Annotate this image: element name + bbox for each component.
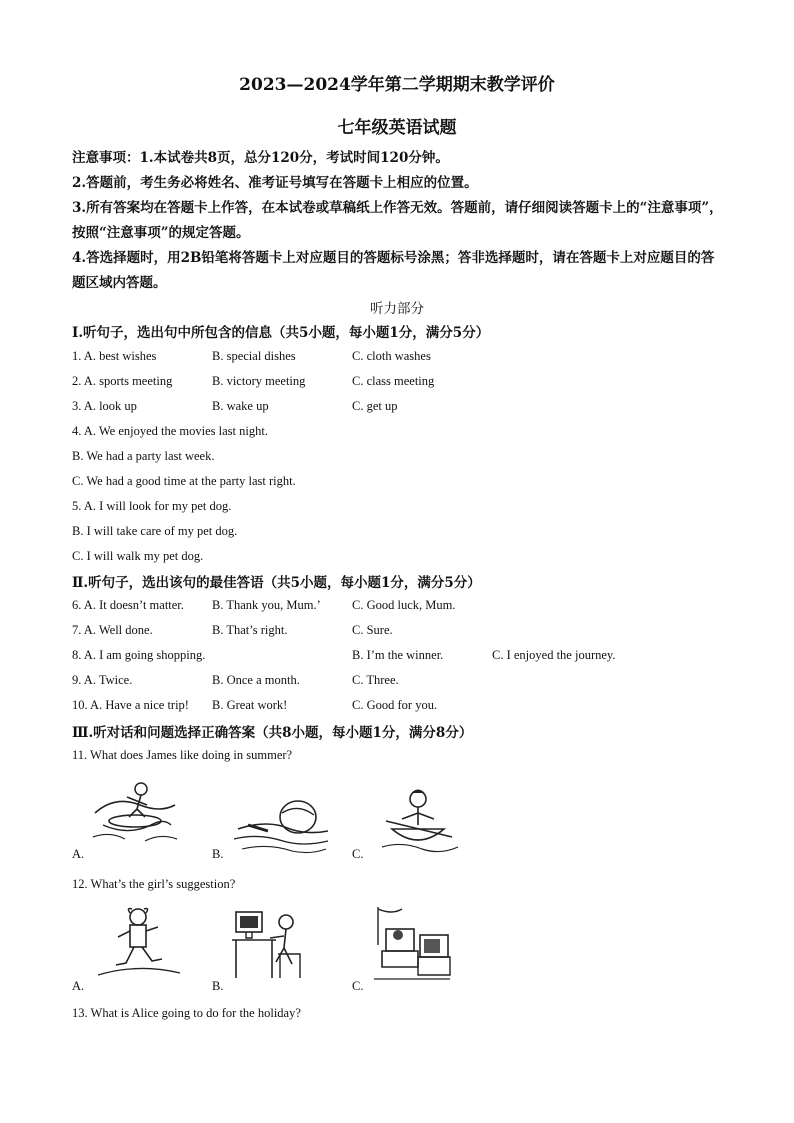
q11-label-b: B. <box>212 847 224 861</box>
exam-title: 2023—2024学年第二学期期末教学评价 <box>239 75 555 95</box>
q2-option-c: C. class meeting <box>352 374 435 388</box>
q8-option-c: C. I enjoyed the journey. <box>492 648 616 662</box>
q5-option-c: C. I will walk my pet dog. <box>72 549 204 563</box>
running-girl-picture <box>92 905 184 983</box>
q9-option-a: 9. A. Twice. <box>72 673 133 687</box>
section-2-heading: Ⅱ.听句子，选出该句的最佳答语（共5小题，每小题1分，满分5分） <box>72 575 481 591</box>
q4-option-b: B. We had a party last week. <box>72 449 215 463</box>
q5-option-a: 5. A. I will look for my pet dog. <box>72 499 232 513</box>
q3-option-a: 3. A. look up <box>72 399 137 413</box>
q10-option-c: C. Good for you. <box>352 698 438 712</box>
q7-option-b: B. That’s right. <box>212 623 288 637</box>
q2-option-a: 2. A. sports meeting <box>72 374 173 388</box>
q8-option-b: B. I’m the winner. <box>352 648 444 662</box>
q3-option-c: C. get up <box>352 399 398 413</box>
q11-label-c: C. <box>352 847 364 861</box>
q5-option-b: B. I will take care of my pet dog. <box>72 524 238 538</box>
exam-subtitle: 七年级英语试题 <box>337 118 457 138</box>
swimming-picture <box>228 795 333 857</box>
notice-2: 2.答题前，考生务必将姓名、准考证号填写在答题卡上相应的位置。 <box>72 175 478 191</box>
q4-option-c: C. We had a good time at the party last right. <box>72 474 296 488</box>
q7-option-c: C. Sure. <box>352 623 393 637</box>
q11-question: 11. What does James like doing in summer? <box>72 748 293 762</box>
q3-option-b: B. wake up <box>212 399 269 413</box>
q12-question: 12. What’s the girl’s suggestion? <box>72 877 236 891</box>
q6-option-a: 6. A. It doesn’t matter. <box>72 598 184 612</box>
q12-label-b: B. <box>212 979 224 993</box>
q13-question: 13. What is Alice going to do for the holiday? <box>72 1006 301 1020</box>
q7-option-a: 7. A. Well done. <box>72 623 153 637</box>
computer-boy-picture <box>230 908 310 982</box>
listening-section-label: 听力部分 <box>370 301 424 317</box>
q8-option-a: 8. A. I am going shopping. <box>72 648 206 662</box>
tv-watching-picture <box>372 905 452 983</box>
section-1-heading: Ⅰ.听句子，选出句中所包含的信息（共5小题，每小题1分，满分5分） <box>72 325 490 341</box>
section-3-heading: Ⅲ.听对话和问题选择正确答案（共8小题，每小题1分，满分8分） <box>72 725 473 741</box>
surfing-boy-picture <box>85 775 185 855</box>
q9-option-c: C. Three. <box>352 673 399 687</box>
q10-option-a: 10. A. Have a nice trip! <box>72 698 189 712</box>
q1-option-c: C. cloth washes <box>352 349 431 363</box>
notice-4: 4.答选择题时，用2B铅笔将答题卡上对应题目的答题标号涂黑；答非选择题时，请在答题卡上对应题目的答题区域内答题。 <box>72 250 715 291</box>
q9-option-b: B. Once a month. <box>212 673 300 687</box>
q1-option-a: 1. A. best wishes <box>72 349 157 363</box>
q12-label-c: C. <box>352 979 364 993</box>
q1-option-b: B. special dishes <box>212 349 296 363</box>
q6-option-c: C. Good luck, Mum. <box>352 598 456 612</box>
q12-label-a: A. <box>72 979 85 993</box>
q6-option-b: B. Thank you, Mum.’ <box>212 598 321 612</box>
q10-option-b: B. Great work! <box>212 698 288 712</box>
q4-option-a: 4. A. We enjoyed the movies last night. <box>72 424 268 438</box>
notice-3: 3.所有答案均在答题卡上作答，在本试卷或草稿纸上作答无效。答题前，请仔细阅读答题卡上的“注意事项”，按照“注意事项”的规定答题。 <box>72 200 723 241</box>
q11-label-a: A. <box>72 847 85 861</box>
boating-boy-picture <box>372 785 462 857</box>
q2-option-b: B. victory meeting <box>212 374 306 388</box>
notice-1: 注意事项：1.本试卷共8页，总分120分，考试时间120分钟。 <box>72 150 449 166</box>
